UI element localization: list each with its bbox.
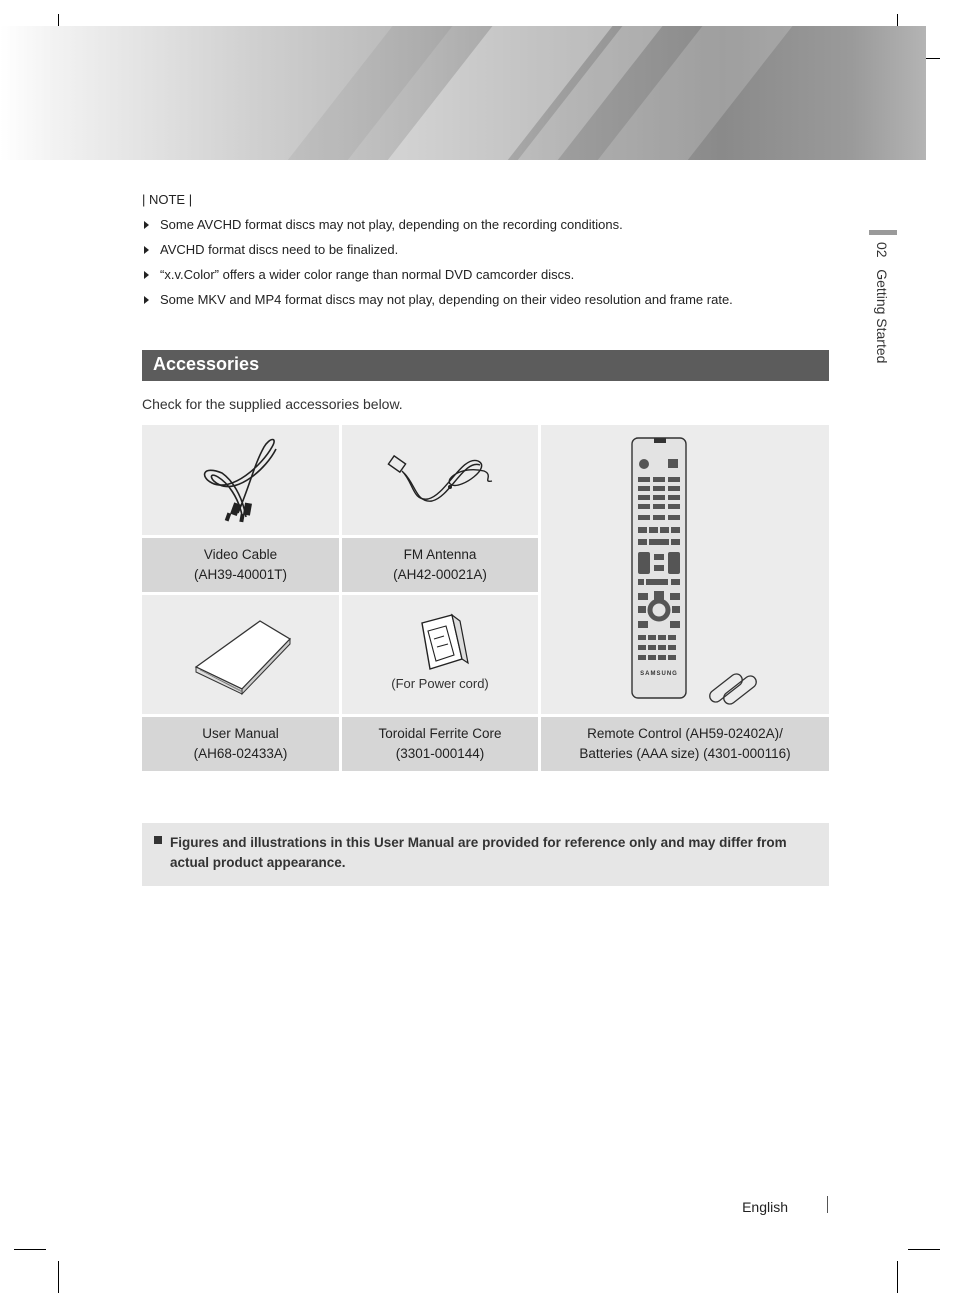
video-cable-icon [142,425,339,535]
note-item: Some MKV and MP4 format discs may not play, depending on their video resolution and frame rate. [144,292,733,307]
crop-mark [14,1249,46,1250]
ferrite-core-label [342,717,538,771]
remote-control-image-cell [541,425,829,714]
user-manual-image-cell [142,595,339,714]
user-manual-label [142,717,339,771]
ferrite-core-name: Toroidal Ferrite Core [378,726,502,741]
square-bullet-icon [154,836,162,844]
ferrite-core-part-number: (3301-000144) [395,746,485,761]
video-cable-label [142,538,339,592]
user-manual-part-number: (AH68-02433A) [193,746,288,761]
note-item: AVCHD format discs need to be finalized. [144,242,398,257]
ferrite-core-image-cell [342,595,538,714]
chapter-title: Getting Started [874,269,890,364]
bullet-triangle-icon [144,271,149,279]
user-manual-name: User Manual [202,726,279,741]
bullet-triangle-icon [144,246,149,254]
section-header [142,350,829,381]
video-cable-name: Video Cable [203,547,278,562]
section-intro: Check for the supplied accessories below. [142,396,403,412]
fm-antenna-icon [342,425,538,535]
ferrite-core-icon [342,595,538,714]
batteries-name: Batteries (AAA size) (4301-000116) [579,746,791,761]
disclaimer-text: Figures and illustrations in this User Manual are provided for reference only and may differ from actual product appearance. [170,835,787,870]
note-title: | NOTE | [142,192,193,207]
crop-mark [58,1261,59,1293]
crop-mark [897,1261,898,1293]
remote-control-name: Remote Control (AH59-02402A)/ [587,726,783,741]
header-banner [0,26,926,160]
crop-mark [908,1249,940,1250]
fm-antenna-part-number: (AH42-00021A) [393,567,487,582]
remote-brand-logo: SAMSUNG [640,671,678,677]
note-item: Some AVCHD format discs may not play, depending on the recording conditions. [144,217,623,232]
user-manual-icon [142,595,339,714]
section-title: Accessories [153,354,260,374]
video-cable-part-number: (AH39-40001T) [193,567,288,582]
ferrite-core-caption: (For Power cord) [391,676,489,691]
fm-antenna-name: FM Antenna [403,547,477,562]
video-cable-image-cell [142,425,339,535]
footer-language: English [742,1199,788,1215]
bullet-triangle-icon [144,296,149,304]
bullet-triangle-icon [144,221,149,229]
note-item: “x.v.Color” offers a wider color range than normal DVD camcorder discs. [144,267,574,282]
chapter-number: 02 [874,242,890,258]
fm-antenna-label [342,538,538,592]
disclaimer-box [142,823,829,886]
side-tab-bar [869,230,897,235]
fm-antenna-image-cell [342,425,538,535]
footer-divider [827,1196,828,1213]
remote-control-label [541,717,829,771]
side-tab [874,242,890,363]
